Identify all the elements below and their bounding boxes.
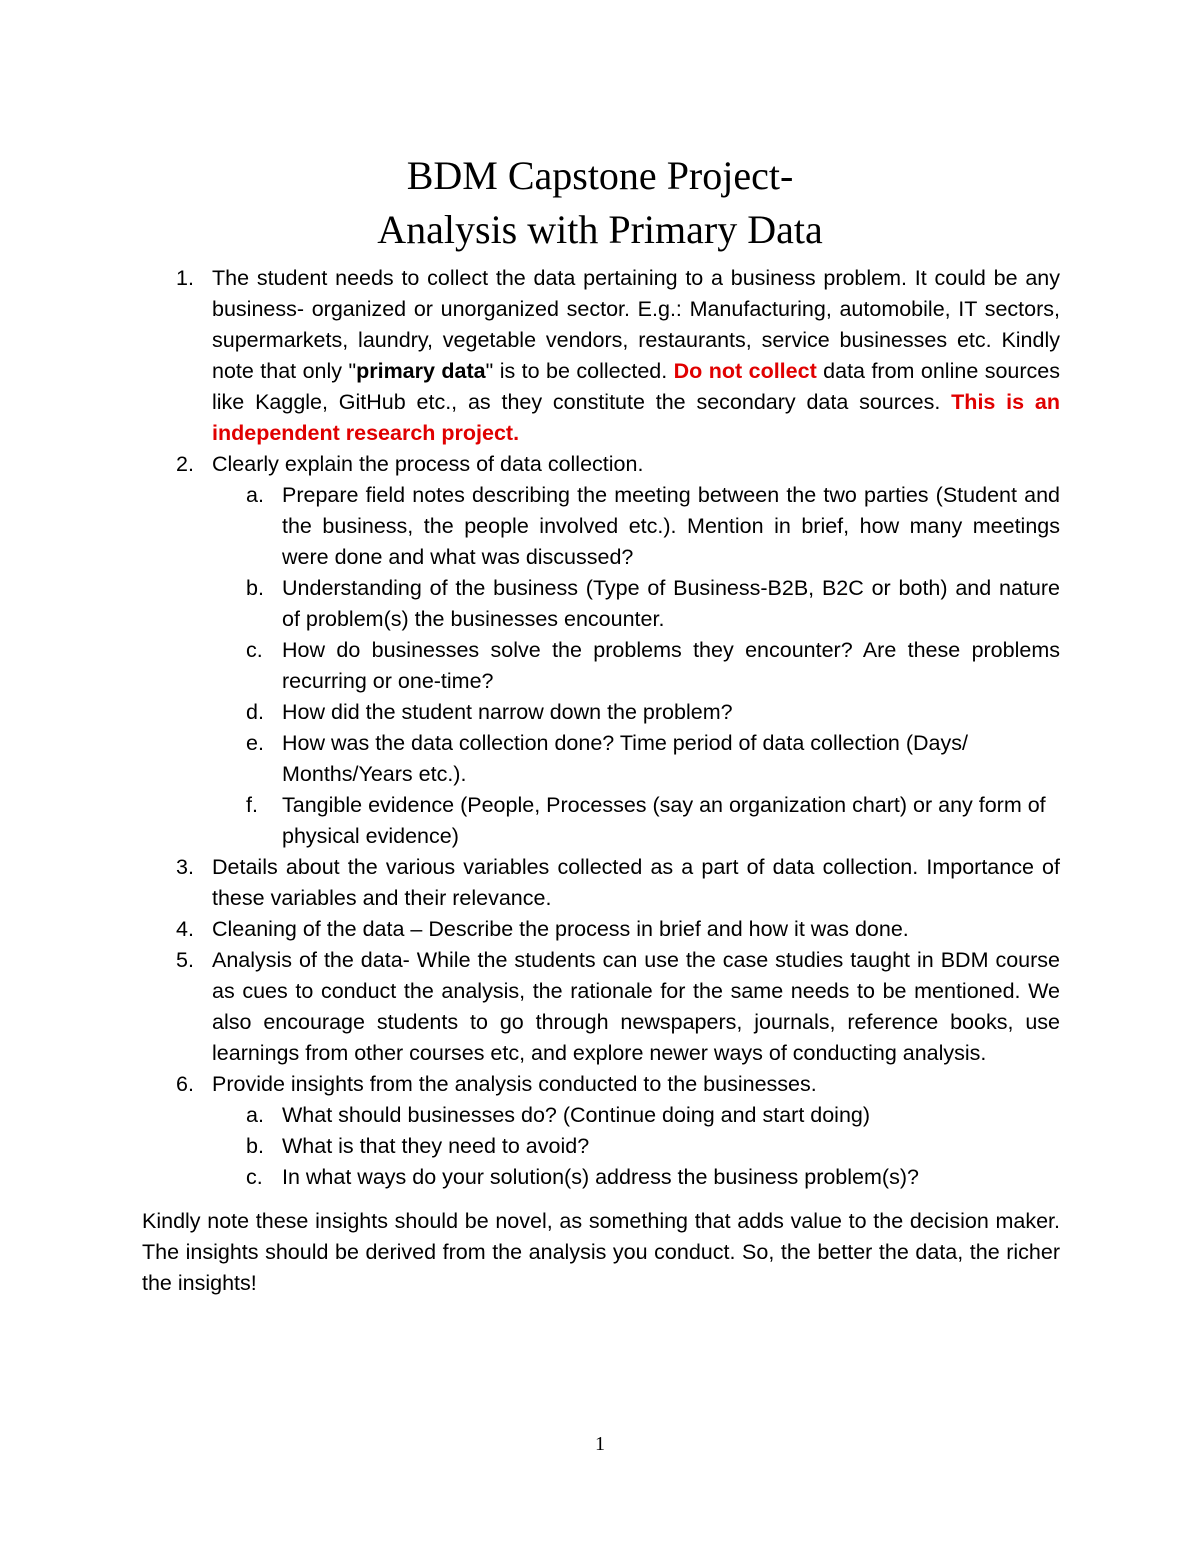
sub-letter: e. (246, 731, 264, 755)
sub-item-text: What is that they need to avoid? (282, 1134, 590, 1158)
list-item-text: Cleaning of the data – Describe the process in brief and how it was done. (212, 917, 909, 941)
sub-item-text: How do businesses solve the problems they encounter? Are these problems recurring or one-time? (282, 638, 1060, 693)
text-segment: data from online sources like Kaggle, GitHub etc., as they constitute the secondary data sources. (212, 359, 1060, 414)
sub-item-text: What should businesses do? (Continue doing and start doing) (282, 1103, 871, 1127)
sub-letter: b. (246, 576, 264, 600)
text-segment: " is to be collected. (485, 359, 674, 383)
sub-letter: b. (246, 1134, 264, 1158)
list-item-1 (142, 263, 1060, 449)
list-item-text: Clearly explain the process of data collection. (212, 452, 644, 476)
list-item-4 (142, 914, 1060, 945)
list-item-6 (142, 1069, 1060, 1193)
sub-item-text: How did the student narrow down the problem? (282, 700, 733, 724)
list-item-text: Details about the various variables collected as a part of data collection. Importance of these variables and their relevance. (212, 855, 1060, 910)
sub-list (212, 480, 1060, 852)
do-not-collect-warning: Do not collect (673, 359, 817, 383)
list-number: 4. (176, 917, 194, 941)
sub-item (212, 697, 1060, 728)
sub-item-text: How was the data collection done? Time period of data collection (Days/ Months/Years etc.). (282, 731, 968, 786)
sub-item (212, 1131, 1060, 1162)
list-number: 3. (176, 855, 194, 879)
sub-item (212, 480, 1060, 573)
sub-list (212, 1100, 1060, 1193)
list-number: 5. (176, 948, 194, 972)
requirements-list (142, 263, 1060, 1193)
closing-paragraph: Kindly note these insights should be novel, as something that adds value to the decision maker. The insights should be derived from the analysis you conduct. So, the better the data, the richer the insights! (142, 1209, 1060, 1295)
sub-item-text: Tangible evidence (People, Processes (say an organization chart) or any form of physical evidence) (282, 793, 1046, 848)
sub-item (212, 790, 1060, 852)
list-item-text: Provide insights from the analysis conducted to the businesses. (212, 1072, 817, 1096)
sub-item (212, 635, 1060, 697)
sub-letter: c. (246, 638, 263, 662)
list-number: 6. (176, 1072, 194, 1096)
sub-item-text: In what ways do your solution(s) address the business problem(s)? (282, 1165, 919, 1189)
document-title-line2: Analysis with Primary Data (377, 207, 823, 252)
sub-letter: a. (246, 483, 264, 507)
list-item-3 (142, 852, 1060, 914)
sub-item-text: Understanding of the business (Type of Business-B2B, B2C or both) and nature of problem(s) the businesses encounter. (282, 576, 1060, 631)
list-number: 2. (176, 452, 194, 476)
sub-letter: c. (246, 1165, 263, 1189)
document-body (142, 263, 1060, 1321)
list-item-5 (142, 945, 1060, 1069)
sub-item (212, 1162, 1060, 1193)
primary-data-emphasis: primary data (356, 359, 486, 383)
sub-letter: f. (246, 793, 258, 817)
text-segment: The student needs to collect the data pertaining to a business problem. It could be any business- organized or unorganized sector. E.g.: Manufacturing, automobile, IT sectors, supermarkets, laundry, vegetable vendors, restaurants, service businesses etc. Kindly note that only " (212, 266, 1060, 383)
list-number: 1. (176, 266, 194, 290)
sub-letter: d. (246, 700, 264, 724)
sub-letter: a. (246, 1103, 264, 1127)
page-number: 1 (595, 1433, 605, 1455)
list-item-2 (142, 449, 1060, 852)
sub-item (212, 1100, 1060, 1131)
document-title-line1: BDM Capstone Project- (406, 153, 794, 198)
list-item-text (212, 263, 1060, 449)
sub-item (212, 573, 1060, 635)
sub-item (212, 728, 1060, 790)
independent-project-warning: This is an independent research project. (212, 390, 1061, 445)
list-item-text: Analysis of the data- While the students can use the case studies taught in BDM course as cues to conduct the analysis, the rationale for the same needs to be mentioned. We also encourage students to go through newspapers, journals, reference books, use learnings from other courses etc, and explore newer ways of conducting analysis. (212, 948, 1060, 1065)
sub-item-text: Prepare field notes describing the meeting between the two parties (Student and the business, the people involved etc.). Mention in brief, how many meetings were done and what was discussed? (282, 483, 1060, 569)
